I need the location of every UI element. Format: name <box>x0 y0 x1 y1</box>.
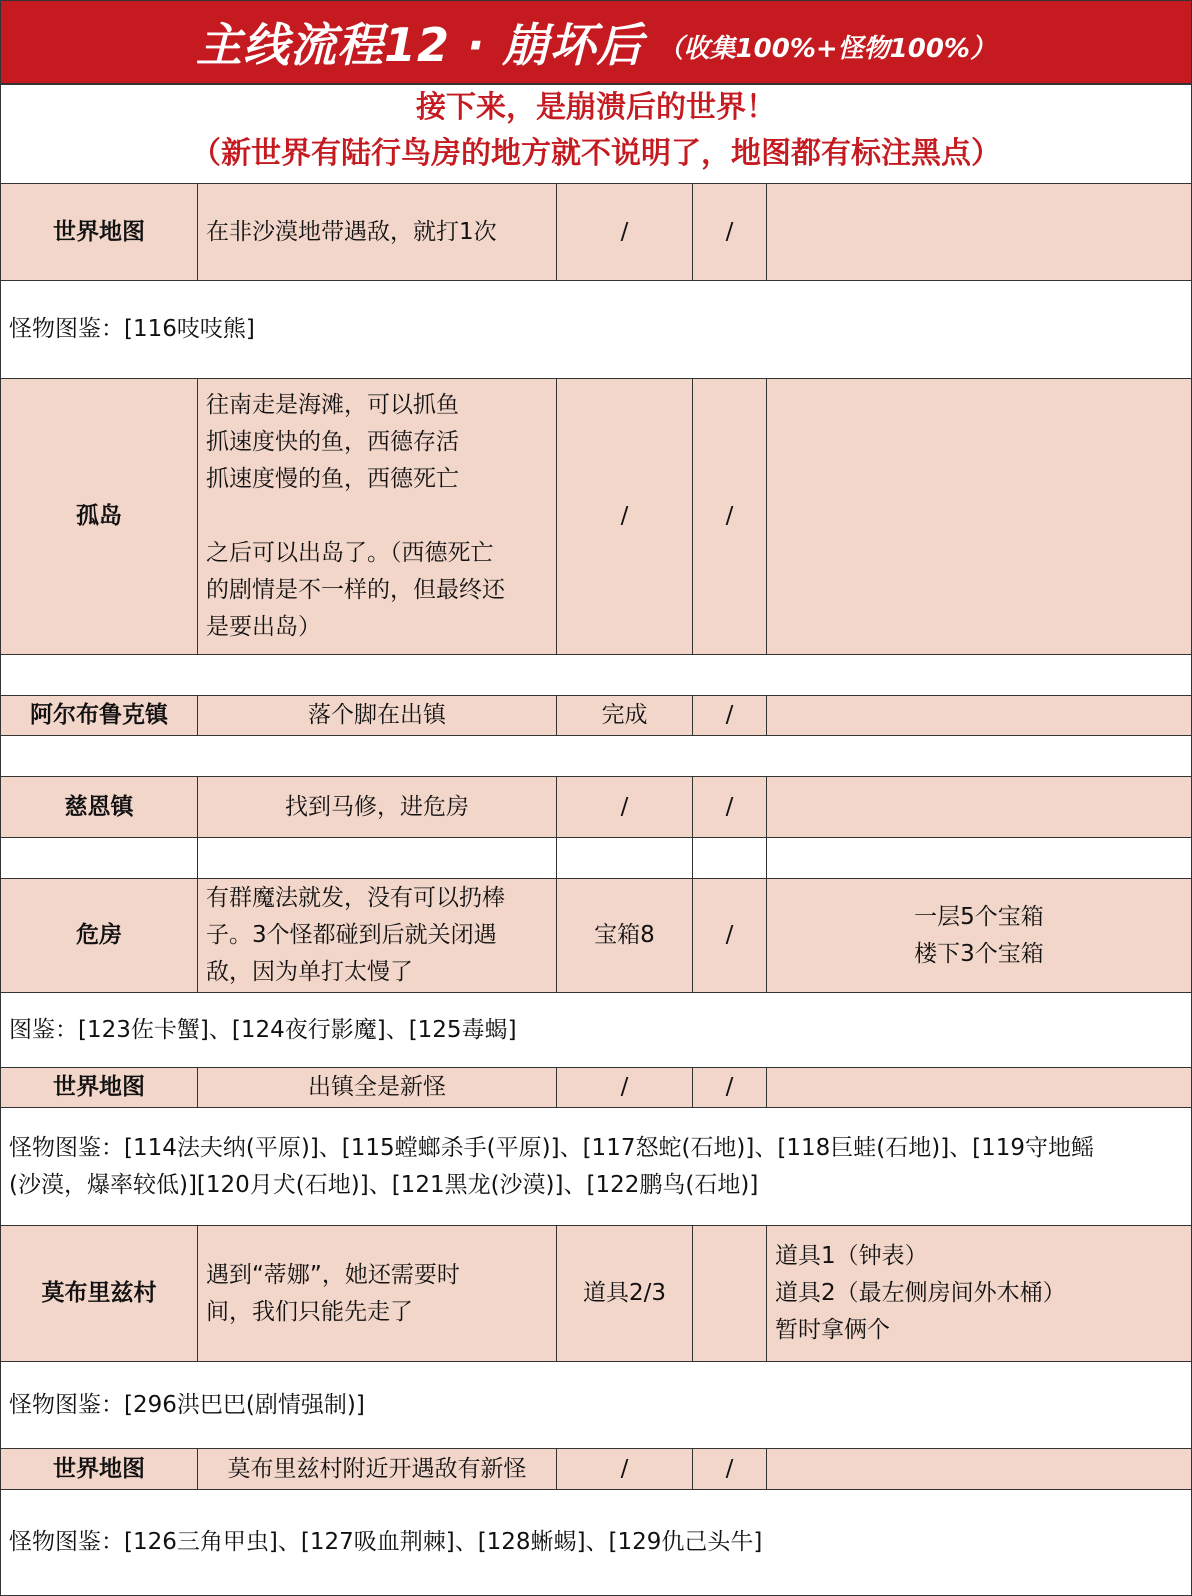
notes-line: 一层5个宝箱 <box>914 903 1044 930</box>
collect-cell: / <box>557 777 693 837</box>
monster-cell: / <box>693 1068 767 1107</box>
table-row <box>1 184 1191 281</box>
empty-cell <box>693 838 767 878</box>
notes-cell <box>767 1068 1191 1107</box>
location-cell: 孤岛 <box>1 379 198 654</box>
monster-note <box>1 1108 1191 1226</box>
task-line: 的剧情是不一样的，但最终还 <box>206 577 505 603</box>
collect-cell: 宝箱8 <box>557 879 693 992</box>
location-cell: 危房 <box>1 879 198 992</box>
task-cell: 出镇全是新怪 <box>198 1068 557 1107</box>
monster-note: 怪物图鉴：[126三角甲虫]、[127吸血荆棘]、[128蜥蜴]、[129仇己头牛] <box>1 1490 1191 1595</box>
intro-line-2: （新世界有陆行鸟房的地方就不说明了，地图都有标注黑点） <box>191 136 1001 171</box>
table-row <box>1 1068 1191 1108</box>
location-cell: 慈恩镇 <box>1 777 198 837</box>
notes-line: 道具2（最左侧房间外木桶） <box>775 1280 1066 1306</box>
task-line: 往南走是海滩，可以抓鱼 <box>206 392 459 418</box>
note-line: 怪物图鉴：[114法夫纳(平原)]、[115螳螂杀手(平原)]、[117怒蛇(石地)]、[118巨蛙(石地)]、[119守地鳐 <box>9 1134 1095 1161</box>
notes-line: 暂时拿俩个 <box>775 1317 890 1343</box>
collect-cell: 道具2/3 <box>557 1226 693 1361</box>
spacer-row <box>1 655 1191 696</box>
task-line: 抓速度慢的鱼，西德死亡 <box>206 466 459 492</box>
table-row <box>1 1226 1191 1362</box>
task-line: 子。3个怪都碰到后就关闭遇 <box>206 922 497 948</box>
empty-cell <box>198 838 557 878</box>
intro-line-1: 接下来，是崩溃后的世界！ <box>416 90 776 125</box>
monster-cell: / <box>693 777 767 837</box>
note-line: (沙漠，爆率较低)][120月犬(石地)]、[121黑龙(沙漠)]、[122鹏鸟(石地)] <box>9 1171 759 1198</box>
notes-line: 楼下3个宝箱 <box>914 940 1044 967</box>
task-cell: 莫布里兹村附近开遇敌有新怪 <box>198 1449 557 1489</box>
intro-text <box>1 85 1191 184</box>
monster-cell: / <box>693 379 767 654</box>
task-cell <box>198 379 557 654</box>
table-row <box>1 379 1191 655</box>
task-cell: 在非沙漠地带遇敌，就打1次 <box>198 184 557 280</box>
table-row <box>1 1449 1191 1490</box>
monster-note: 怪物图鉴：[116吱吱熊] <box>1 281 1191 379</box>
empty-cell <box>557 838 693 878</box>
monster-cell <box>693 1226 767 1361</box>
monster-cell: / <box>693 1449 767 1489</box>
location-cell: 莫布里兹村 <box>1 1226 198 1361</box>
notes-cell <box>767 379 1191 654</box>
notes-cell <box>767 696 1191 735</box>
page-title: 主线流程12 · 崩坏后 <box>196 18 644 72</box>
notes-cell <box>767 184 1191 280</box>
location-cell: 阿尔布鲁克镇 <box>1 696 198 735</box>
location-cell: 世界地图 <box>1 1449 198 1489</box>
monster-cell: / <box>693 879 767 992</box>
task-line: 敌，因为单打太慢了 <box>206 959 413 985</box>
table-row <box>1 777 1191 838</box>
notes-cell <box>767 1226 1191 1361</box>
monster-cell: / <box>693 184 767 280</box>
task-cell: 找到马修，进危房 <box>198 777 557 837</box>
collect-cell: / <box>557 379 693 654</box>
task-line: 抓速度快的鱼，西德存活 <box>206 429 459 455</box>
task-line: 遇到“蒂娜”，她还需要时 <box>206 1261 460 1288</box>
task-cell <box>198 879 557 992</box>
monster-note: 图鉴：[123佐卡蟹]、[124夜行影魔]、[125毒蝎] <box>1 993 1191 1068</box>
collect-cell: / <box>557 184 693 280</box>
task-line: 间，我们只能先走了 <box>206 1298 413 1325</box>
task-cell <box>198 1226 557 1361</box>
location-cell: 世界地图 <box>1 184 198 280</box>
title-banner <box>1 1 1191 85</box>
task-line: 之后可以出岛了。（西德死亡 <box>206 540 494 566</box>
notes-cell <box>767 777 1191 837</box>
task-line <box>206 498 505 535</box>
notes-cell <box>767 1449 1191 1489</box>
task-line: 有群魔法就发，没有可以扔棒 <box>206 885 505 911</box>
collect-cell: / <box>557 1449 693 1489</box>
page-subtitle: （收集100%+怪物100%） <box>657 33 996 64</box>
empty-cell <box>767 838 1191 878</box>
table-row <box>1 696 1191 736</box>
spacer-row <box>1 736 1191 777</box>
monster-cell: / <box>693 696 767 735</box>
collect-cell: / <box>557 1068 693 1107</box>
collect-cell: 完成 <box>557 696 693 735</box>
task-line: 是要出岛） <box>206 614 321 640</box>
table-row <box>1 879 1191 993</box>
empty-cell <box>1 838 198 878</box>
notes-cell <box>767 879 1191 992</box>
task-cell: 落个脚在出镇 <box>198 696 557 735</box>
location-cell: 世界地图 <box>1 1068 198 1107</box>
notes-line: 道具1（钟表） <box>775 1243 928 1269</box>
monster-note: 怪物图鉴：[296洪巴巴(剧情强制)] <box>1 1362 1191 1449</box>
empty-row <box>1 838 1191 879</box>
